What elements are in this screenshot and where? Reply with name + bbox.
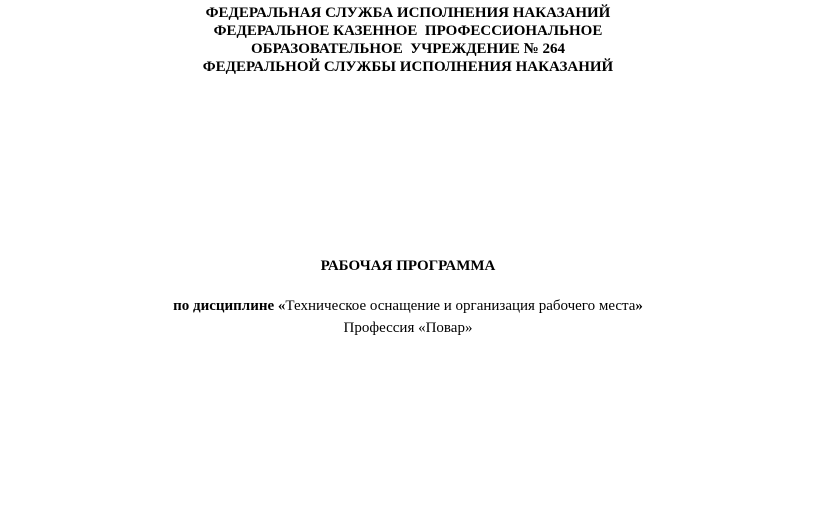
document-title: РАБОЧАЯ ПРОГРАММА (320, 258, 496, 274)
discipline-prefix: по дисциплине « (173, 298, 286, 314)
discipline-line (0, 297, 816, 315)
header-line-service: ФЕДЕРАЛЬНАЯ СЛУЖБА ИСПОЛНЕНИЯ НАКАЗАНИЙ (205, 5, 611, 21)
profession-line: Профессия «Повар» (343, 320, 473, 336)
discipline-suffix: » (635, 298, 643, 314)
header-line-parent-service: ФЕДЕРАЛЬНОЙ СЛУЖБЫ ИСПОЛНЕНИЯ НАКАЗАНИЙ (202, 59, 614, 75)
header-line-institution-type: ФЕДЕРАЛЬНОЕ КАЗЕННОЕ ПРОФЕССИОНАЛЬНОЕ (213, 23, 603, 39)
discipline-name: Техническое оснащение и организация рабочего места (285, 298, 636, 314)
institution-header (0, 4, 816, 76)
header-line-institution-number: ОБРАЗОВАТЕЛЬНОЕ УЧРЕЖДЕНИЕ № 264 (251, 41, 565, 57)
